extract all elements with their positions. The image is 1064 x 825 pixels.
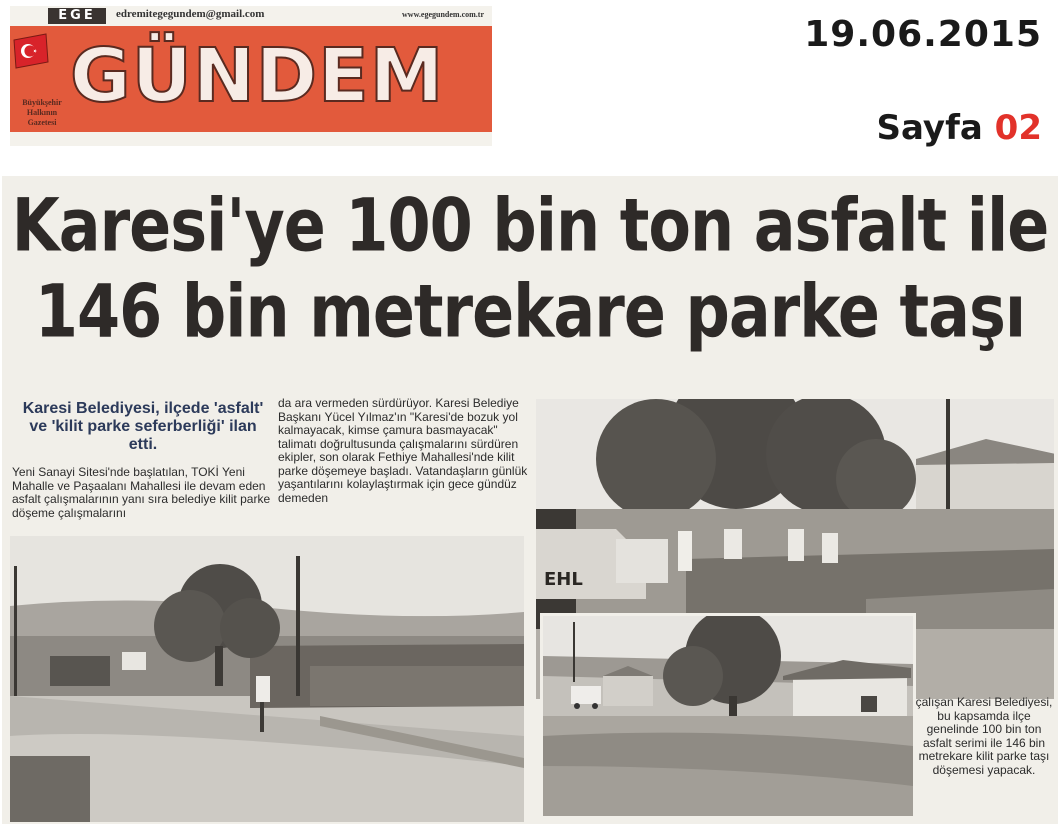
masthead-ege-label: EGE <box>48 8 106 24</box>
article-column-2: da ara vermeden sürdürüyor. Karesi Belediye Başkanı Yücel Yılmaz'ın "Karesi'de bozuk yol kalmayacak, kimse çamura basmayacak" talimatı doğrultusunda çalışmalarını sürdüren ekipler, son olarak Fethiye Mahallesi'nde kilit parke döşemeye başladı. Vatandaşların günlük yaşantılarını kolaylaştırmak için gece gündüz demeden <box>278 396 528 505</box>
page-number <box>877 108 1042 148</box>
masthead-logo: GÜNDEM <box>70 33 445 119</box>
newspaper-masthead <box>10 6 492 146</box>
page-label: Sayfa <box>876 108 983 148</box>
tagline-line: Gazetesi <box>27 118 57 127</box>
svg-text:EHL: EHL <box>544 569 583 590</box>
photo-street-with-van <box>540 613 916 819</box>
photo-street-paving <box>10 536 524 822</box>
article-column-1: Yeni Sanayi Sitesi'nde başlatılan, TOKİ Yeni Mahalle ve Paşaalanı Mahallesi ile devam eden asfalt çalışmalarının yanı sıra belediye kilit parke döşeme çalışmalarını <box>12 465 271 520</box>
masthead-website: www.egegundem.com.tr <box>402 10 484 19</box>
masthead-tagline <box>16 98 68 128</box>
turkish-flag-icon <box>12 32 50 70</box>
tagline-line: Büyükşehir <box>22 98 62 107</box>
publication-date: 19.06.2015 <box>804 14 1042 55</box>
headline-line-2: 146 bin metrekare parke taşı <box>34 268 1026 355</box>
headline-line-1: Karesi'ye 100 bin ton asfalt ile <box>11 182 1049 269</box>
news-clipping <box>2 176 1058 824</box>
article-subhead: Karesi Belediyesi, ilçede 'asfalt' ve 'kilit parke seferberliği' ilan etti. <box>22 400 264 453</box>
photo-caption: çalışan Karesi Belediyesi, bu kapsamda ilçe genelinde 100 bin ton asfalt serimi ile 146 bin metrekare kilit parke taşı döşemesi yapacak. <box>915 695 1053 777</box>
masthead-email: edremitegegundem@gmail.com <box>116 8 265 20</box>
masthead-bottom-bar <box>10 132 492 146</box>
tagline-line: Halkının <box>26 108 58 117</box>
page-number-value: 02 <box>994 108 1042 148</box>
